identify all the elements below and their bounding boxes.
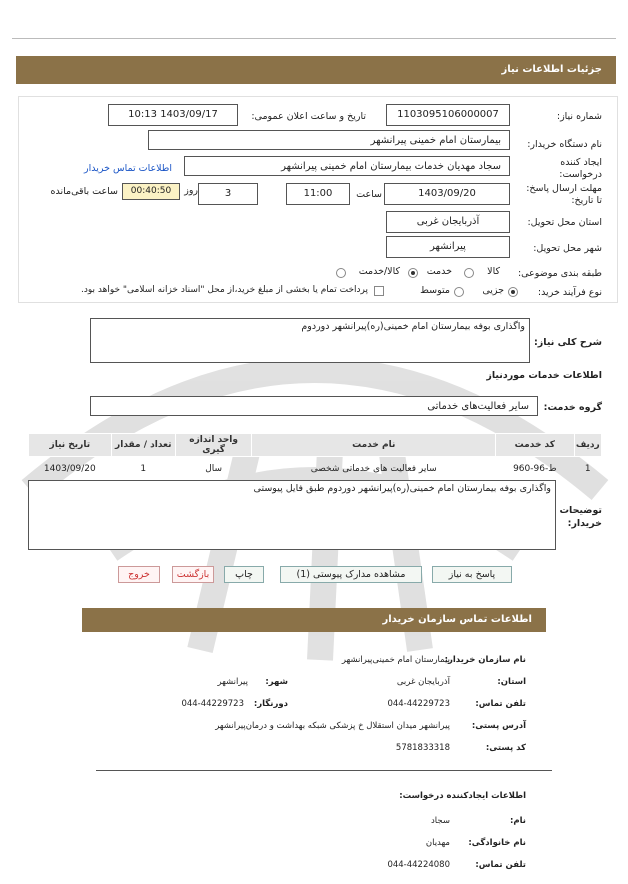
city-label: شهر محل تحویل: xyxy=(533,243,602,254)
top-divider xyxy=(12,38,616,39)
category-option-goods: کالا xyxy=(487,266,500,277)
treasury-payment-note: پرداخت تمام یا بخشی از مبلغ خرید،از محل "اسناد خزانه اسلامی" خواهد بود. xyxy=(80,285,368,295)
col-row: ردیف xyxy=(574,434,601,457)
contact-title: اطلاعات تماس سازمان خریدار xyxy=(382,614,532,625)
contact-address-value: پیرانشهر میدان استقلال خ پزشکی شبکه بهداشت و درمان‌پیرانشهر xyxy=(215,721,450,731)
description-textarea[interactable]: واگذاری بوفه بیمارستان امام خمینی(ره)پیرانشهر دوردوم xyxy=(90,318,530,363)
category-option-goods-service: کالا/خدمت xyxy=(358,266,400,277)
service-group-field[interactable]: سایر فعالیت‌های خدماتی xyxy=(90,396,538,416)
page-header xyxy=(16,56,616,84)
process-radio-minor[interactable] xyxy=(508,287,518,297)
back-button[interactable]: بازگشت xyxy=(172,566,214,583)
creator-name-label: نام: xyxy=(509,816,526,826)
contact-city-value: پیرانشهر xyxy=(217,677,248,687)
buyer-notes-label: توضیحات خریدار: xyxy=(559,505,602,529)
remaining-time-field: 00:40:50 xyxy=(122,183,180,200)
service-group-label: گروه خدمت: xyxy=(543,402,602,413)
deadline-time-field[interactable]: 11:00 xyxy=(286,183,350,205)
time-label: ساعت xyxy=(356,189,382,200)
contact-city-label: شهر: xyxy=(265,677,288,687)
contact-postal-label: کد پستی: xyxy=(485,743,526,753)
col-code: کد خدمت xyxy=(496,434,575,457)
creator-name-value: سجاد xyxy=(431,816,450,826)
creator-info-title: اطلاعات ایجادکننده درخواست: xyxy=(399,791,526,801)
category-label: طبقه بندی موضوعی: xyxy=(517,268,602,279)
cell-unit: سال xyxy=(205,464,223,474)
buyer-org-label: نام دستگاه خریدار: xyxy=(527,139,602,150)
col-name: نام خدمت xyxy=(252,434,496,457)
province-label: استان محل تحویل: xyxy=(527,217,602,228)
contact-phone-value: 044-44229723 xyxy=(387,699,450,709)
contact-address-label: آدرس پستی: xyxy=(471,721,526,731)
treasury-payment-checkbox[interactable] xyxy=(374,286,384,296)
buyer-org-field[interactable]: بیمارستان امام خمینی پیرانشهر xyxy=(148,130,510,150)
reply-button[interactable]: پاسخ به نیاز xyxy=(432,566,512,583)
process-option-minor: جزیی xyxy=(482,285,504,296)
process-label: نوع فرآیند خرید: xyxy=(537,287,602,298)
creator-family-label: نام خانوادگی: xyxy=(468,838,526,848)
org-value: بیمارستان امام خمینی‌پیرانشهر xyxy=(341,655,450,665)
category-radio-goods-service[interactable] xyxy=(336,268,346,278)
cell-name: سایر فعالیت های خدماتی شخصی xyxy=(310,464,437,474)
print-button[interactable]: چاپ xyxy=(224,566,264,583)
announce-field[interactable]: 1403/09/17 10:13 xyxy=(108,104,238,126)
need-number-field[interactable]: 1103095106000007 xyxy=(386,104,510,126)
cell-date: 1403/09/20 xyxy=(43,464,96,474)
cell-code: ط-96-960 xyxy=(513,464,557,474)
creator-phone-value: 044-44224080 xyxy=(387,860,450,870)
contact-phone-label: تلفن تماس: xyxy=(475,699,526,709)
category-radio-goods[interactable] xyxy=(464,268,474,278)
creator-family-value: مهدیان xyxy=(425,838,450,848)
days-field[interactable]: 3 xyxy=(198,183,258,205)
category-radio-service[interactable] xyxy=(408,268,418,278)
deadline-date-field[interactable]: 1403/09/20 xyxy=(384,183,510,205)
col-qty: تعداد / مقدار xyxy=(111,434,175,457)
cell-qty: 1 xyxy=(140,464,147,474)
table-header-row xyxy=(29,434,602,457)
cell-row: 1 xyxy=(584,464,591,474)
services-table xyxy=(28,433,602,481)
contact-province-value: آذربایجان غربی xyxy=(396,677,450,687)
city-field[interactable]: پیرانشهر xyxy=(386,236,510,258)
org-label: نام سازمان خریدار: xyxy=(444,655,526,665)
contact-fax-label: دورنگار: xyxy=(253,699,288,709)
contact-postal-value: 5781833318 xyxy=(395,743,450,753)
creator-field[interactable]: سجاد مهدیان خدمات بیمارستان امام خمینی پیرانشهر xyxy=(184,156,510,176)
contact-fax-value: 044-44229723 xyxy=(181,699,244,709)
days-label: روز xyxy=(184,185,198,196)
table-row[interactable] xyxy=(29,457,602,482)
province-field[interactable]: آذربایجان غربی xyxy=(386,211,510,233)
buyer-contact-link[interactable]: اطلاعات تماس خریدار xyxy=(83,163,172,174)
col-unit: واحد اندازه گیری xyxy=(175,434,251,457)
creator-phone-label: تلفن تماس: xyxy=(475,860,526,870)
buyer-notes-textarea[interactable]: واگذاری بوفه بیمارستان امام خمینی(ره)پیرانشهر دوردوم طبق فایل پیوستی xyxy=(28,480,556,550)
category-option-service: خدمت xyxy=(426,266,452,277)
attachments-button[interactable]: مشاهده مدارک پیوستی (1) xyxy=(280,566,422,583)
deadline-label: مهلت ارسال پاسخ: تا تاریخ: xyxy=(526,183,602,206)
description-label: شرح کلی نیاز: xyxy=(533,337,602,348)
contact-province-label: استان: xyxy=(497,677,526,687)
services-section-title: اطلاعات خدمات موردنیاز xyxy=(486,370,602,381)
col-date: تاریخ نیاز xyxy=(29,434,112,457)
page-title: جزئیات اطلاعات نیاز xyxy=(501,64,602,75)
process-radio-medium[interactable] xyxy=(454,287,464,297)
exit-button[interactable]: خروج xyxy=(118,566,160,583)
need-number-label: شماره نیاز: xyxy=(556,111,602,122)
announce-label: تاریخ و ساعت اعلان عمومی: xyxy=(251,111,366,122)
contact-header xyxy=(82,608,546,632)
contact-divider xyxy=(96,770,552,771)
remaining-label: ساعت باقی‌مانده xyxy=(50,186,118,197)
creator-label: ایجاد کننده درخواست: xyxy=(559,157,602,180)
process-option-medium: متوسط xyxy=(420,285,450,296)
